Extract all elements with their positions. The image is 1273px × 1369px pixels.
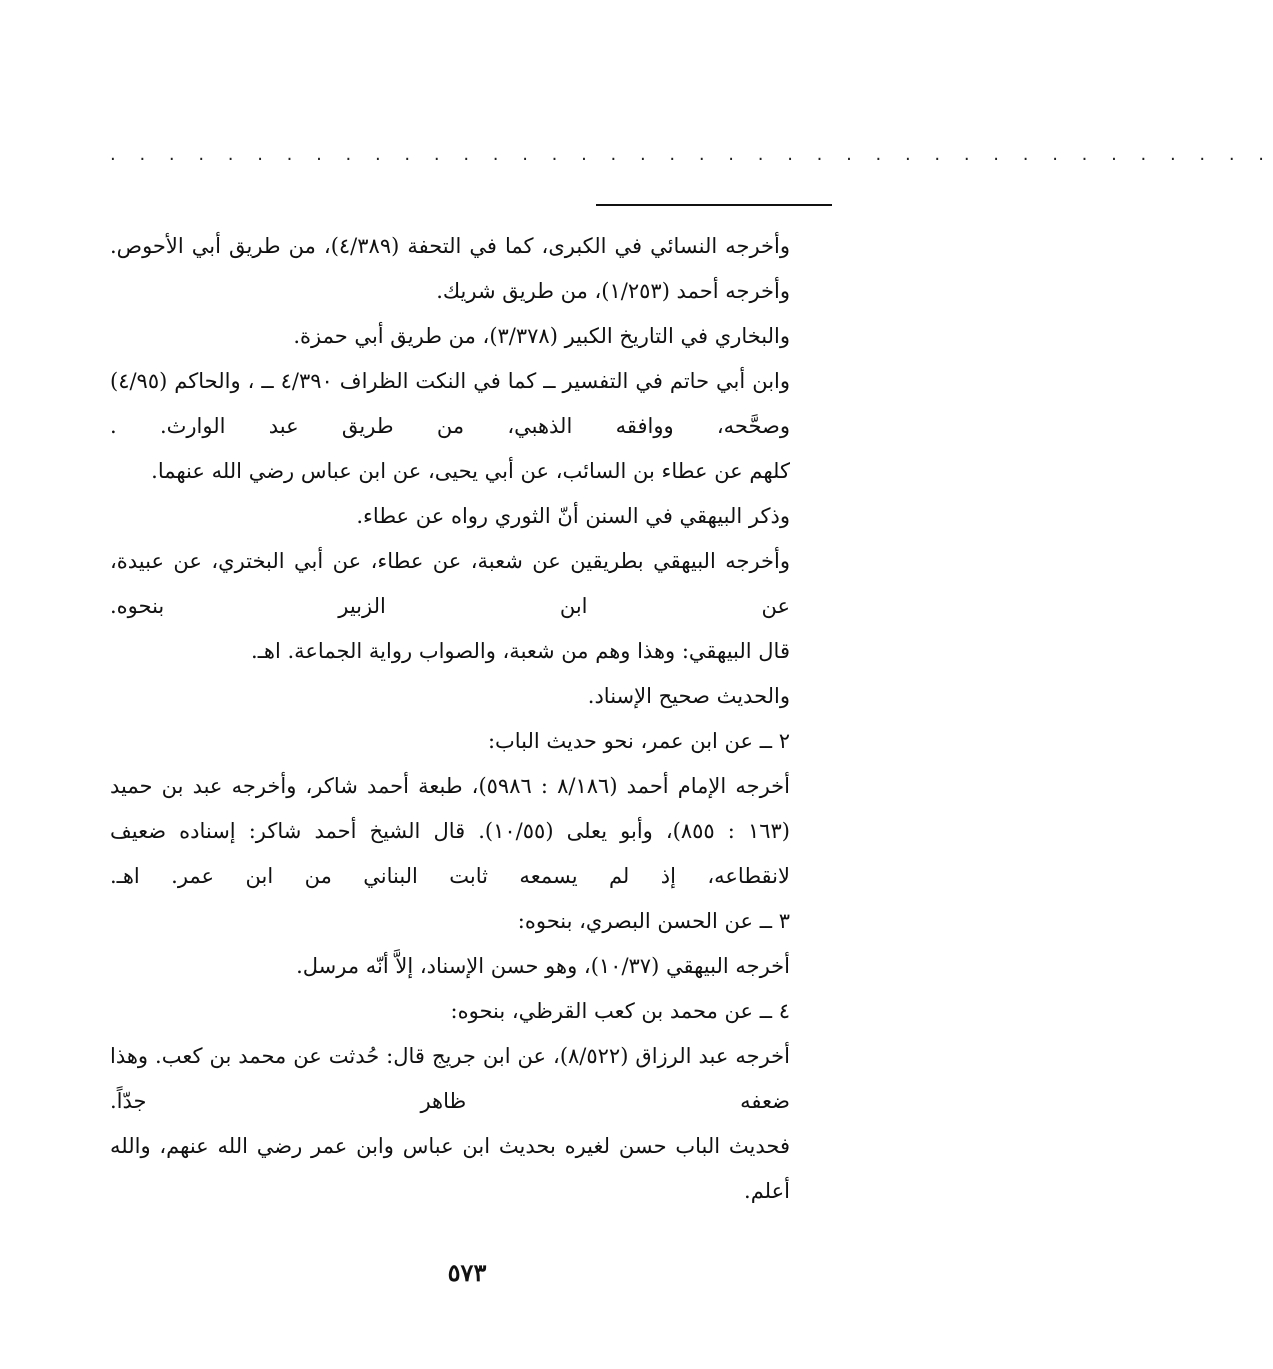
heading-hasan-basri: ٣ ــ عن الحسن البصري، بنحوه: — [517, 909, 790, 933]
paragraph-bayhaqi-quote: قال البيهقي: وهذا وهم من شعبة، والصواب رواية الجماعة. اهـ. — [251, 639, 790, 663]
heading-qurazi: ٤ ــ عن محمد بن كعب القرظي، بنحوه: — [450, 999, 790, 1023]
paragraph-all-from-ata: كلهم عن عطاء بن السائب، عن أبي يحيى، عن ابن عباس رضي الله عنهما. — [151, 459, 790, 483]
paragraph-abd-razzaq: أخرجه عبد الرزاق (٨/٥٢٢)، عن ابن جريج قال: حُدثت عن محمد بن كعب. وهذا ضعفه ظاهر جدّاً. — [110, 1044, 790, 1113]
paragraph-conclusion: فحديث الباب حسن لغيره بحديث ابن عباس وابن عمر رضي الله عنهم، والله أعلم. — [110, 1134, 790, 1203]
page-number: ٥٧٣ — [447, 1258, 487, 1287]
paragraph-bayhaqi-mursal: أخرجه البيهقي (١٠/٣٧)، وهو حسن الإسناد، إلاَّ أنّه مرسل. — [296, 954, 790, 978]
paragraph-nasai: وأخرجه النسائي في الكبرى، كما في التحفة (٤/٣٨٩)، من طريق أبي الأحوص. — [110, 234, 790, 258]
paragraph-ahmad-shakir: أخرجه الإمام أحمد (٨/١٨٦ : ٥٩٨٦)، طبعة أحمد شاكر، وأخرجه عبد بن حميد (١٦٣ : ٨٥٥)، وأبو يعلى (١٠/٥٥). قال الشيخ أحمد شاكر: إسناده ضعيف لانقطاعه، إذ لم يسمعه ثابت البناني من ابن عمر. اهـ. — [110, 774, 790, 888]
footnote-text — [110, 224, 834, 1214]
separator-dots: . . . . . . . . . . . . . . . . . . . . . . . . . . . . . . . . . . . . . . . . — [110, 144, 1273, 165]
paragraph-ahmad: وأخرجه أحمد (١/٢٥٣)، من طريق شريك. — [436, 279, 790, 303]
paragraph-bayhaqi-shuba: وأخرجه البيهقي بطريقين عن شعبة، عن عطاء، عن أبي البختري، عن عبيدة، عن ابن الزبير بنحوه. — [110, 549, 790, 618]
heading-ibn-umar: ٢ ــ عن ابن عمر، نحو حديث الباب: — [487, 729, 790, 753]
footnote-rule — [596, 204, 832, 206]
paragraph-ibn-abi-hatim: وابن أبي حاتم في التفسير ــ كما في النكت الظراف ٤/٣٩٠ ــ ، والحاكم (٤/٩٥) وصحَّحه، ووافقه الذهبي، من طريق عبد الوارث. . — [110, 369, 791, 438]
paragraph-bukhari: والبخاري في التاريخ الكبير (٣/٣٧٨)، من طريق أبي حمزة. — [293, 324, 790, 348]
paragraph-sahih: والحديث صحيح الإسناد. — [587, 684, 790, 708]
paragraph-bayhaqi-thawri: وذكر البيهقي في السنن أنّ الثوري رواه عن عطاء. — [356, 504, 790, 528]
